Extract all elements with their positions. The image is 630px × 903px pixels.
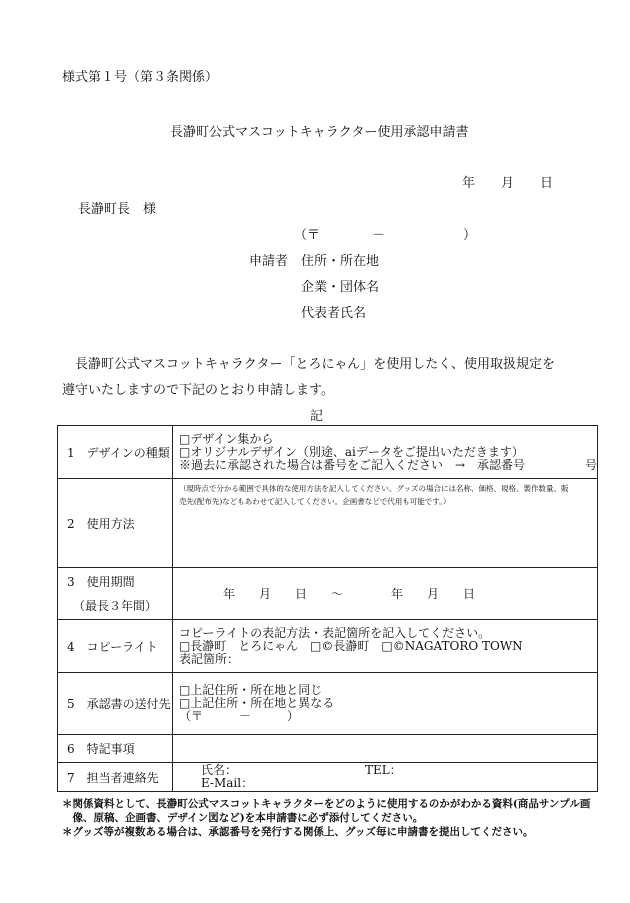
note-attachment-1: ＊関係資料として、長瀞町公式マスコットキャラクターをどのように使用するのかがわかる資料(商品サンプル画 <box>62 798 591 810</box>
label-period-cell <box>58 568 173 620</box>
row-copyright <box>58 620 598 673</box>
label-usage: 2 使用方法 <box>58 479 173 568</box>
body-text-line1: 長瀞町公式マスコットキャラクター「とろにゃん」を使用したく、使用取扱規定を <box>75 357 555 372</box>
page-title: 長瀞町公式マスコットキャラクター使用承認申請書 <box>170 125 469 140</box>
label-contact: 7 担当者連絡先 <box>58 763 173 792</box>
send-option-same[interactable]: □上記住所・所在地と同じ <box>178 683 323 697</box>
note-attachment-2: 像、原稿、企画書、デザイン図など)を本申請書に必ず添付してください。 <box>62 812 424 824</box>
cell-period[interactable]: 年 月 日 ～ 年 月 日 <box>172 568 597 620</box>
addressee: 長瀞町長 様 <box>78 202 157 217</box>
row-contact <box>58 763 598 792</box>
applicant-company: 企業・団体名 <box>301 280 380 295</box>
row-design <box>58 426 598 479</box>
row-period <box>58 568 598 620</box>
label-send: 5 承認書の送付先 <box>58 673 173 735</box>
row-send <box>58 673 598 735</box>
usage-note-1: （現時点で分かる範囲で具体的な使用方法を記入してください。グッズの場合には名称、価格、規格、製作数量、販 <box>178 484 569 493</box>
cell-special[interactable] <box>172 735 597 763</box>
copyright-location[interactable]: 表記箇所： <box>178 651 239 666</box>
cell-design[interactable] <box>172 426 597 479</box>
ki-heading: 記 <box>310 409 324 424</box>
applicant-representative: 代表者氏名 <box>301 306 367 321</box>
contact-email-label: E-Mail： <box>200 776 254 790</box>
contact-line-1 <box>201 764 597 777</box>
cell-copyright[interactable] <box>172 620 597 673</box>
send-postal[interactable]: （〒 － ） <box>178 709 299 723</box>
cell-send[interactable] <box>172 673 597 735</box>
cell-contact[interactable] <box>172 763 597 792</box>
label-special: 6 特記事項 <box>58 735 173 763</box>
contact-tel-label: TEL： <box>364 763 402 777</box>
body-text-line2: 遵守いたしますので下記のとおり申請します。 <box>62 383 334 398</box>
label-period: 3 使用期間 <box>67 574 135 589</box>
application-table <box>57 425 598 792</box>
label-design: 1 デザインの種類 <box>58 426 173 479</box>
row-special <box>58 735 598 763</box>
usage-note-2: 売先(配布先)などもあわせて記入してください。企画書などで代用も可能です。） <box>178 497 451 506</box>
cell-usage[interactable] <box>172 479 597 568</box>
form-number: 様式第１号（第３条関係） <box>62 70 219 85</box>
contact-name-label: 氏名： <box>200 763 237 777</box>
copyright-options[interactable]: □長瀞町 とろにゃん □©長瀞町 □©NAGATORO TOWN <box>178 638 523 653</box>
date-line: 年 月 日 <box>462 176 554 191</box>
send-option-different[interactable]: □上記住所・所在地と異なる <box>178 696 335 710</box>
note-multiple-goods: ＊グッズ等が複数ある場合は、承認番号を発行する関係上、グッズ毎に申請書を提出してください。 <box>62 826 534 838</box>
design-option-collection[interactable]: □デザイン集から <box>178 431 274 446</box>
label-period-sub: （最長３年間） <box>73 598 158 613</box>
design-option-original[interactable]: □オリジナルデザイン（別途、aiデータをご提出いただきます） <box>178 444 524 459</box>
copyright-instruction: コピーライトの表記方法・表記箇所を記入してください。 <box>178 625 491 640</box>
label-copyright: 4 コピーライト <box>58 620 173 673</box>
applicant-address: 住所・所在地 <box>301 254 380 269</box>
row-usage <box>58 479 598 568</box>
postal-line: （〒 － ） <box>294 228 477 243</box>
design-approval-number: ※過去に承認された場合は番号をご記入ください → 承認番号 号 <box>178 457 597 472</box>
applicant-label: 申請者 <box>249 254 289 269</box>
